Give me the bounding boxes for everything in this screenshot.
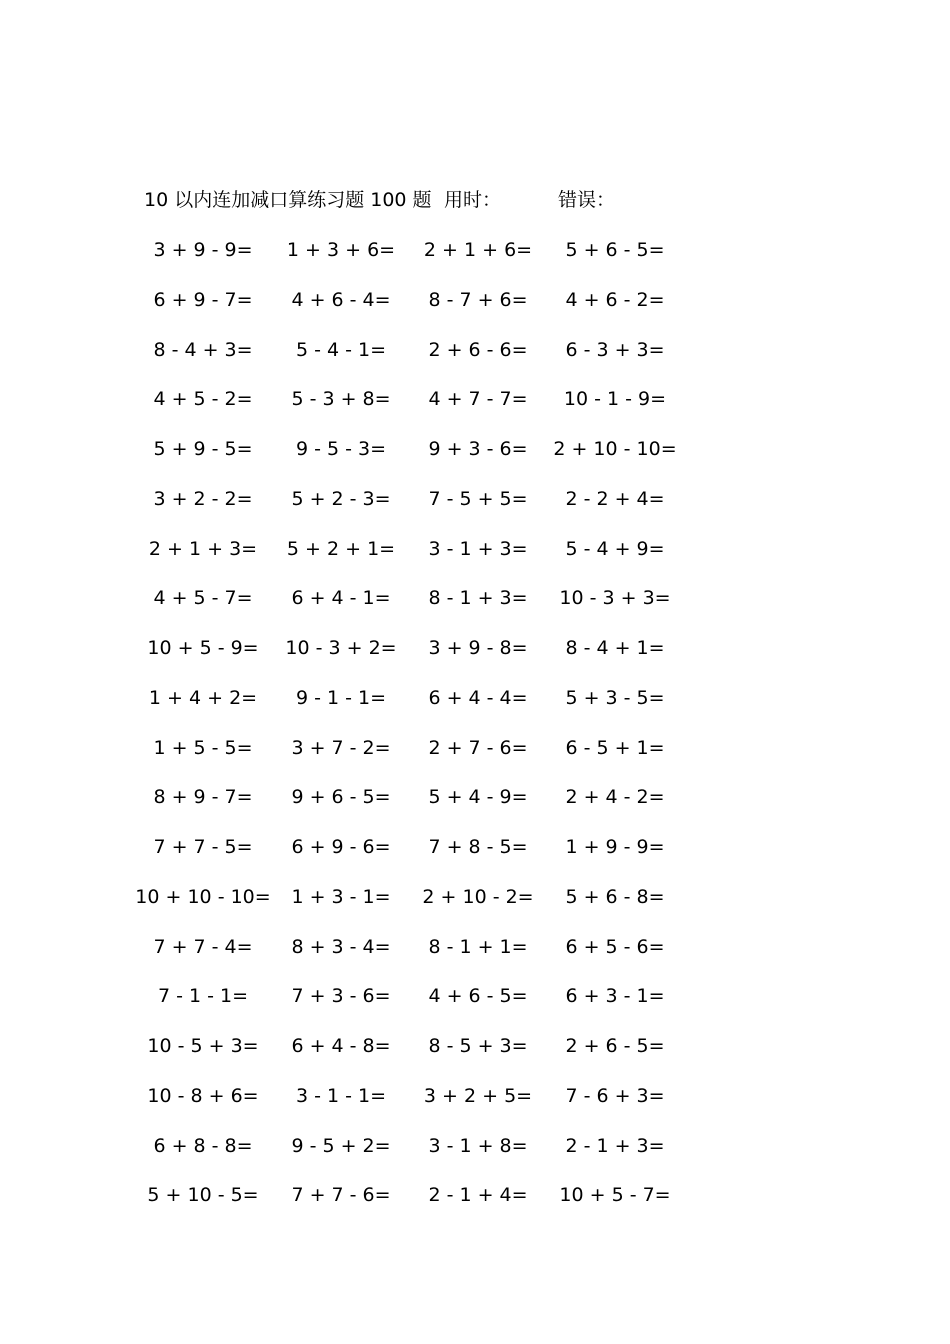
- problem-item: 6 - 3 + 3=: [565, 338, 665, 361]
- problem-item: 3 + 7 - 2=: [291, 736, 391, 759]
- problem-item: 2 + 10 - 2=: [422, 885, 534, 908]
- problem-item: 2 + 10 - 10=: [553, 438, 677, 460]
- time-used-label: 用时：: [444, 189, 502, 211]
- problem-item: 4 + 6 - 2=: [565, 288, 665, 311]
- problem-item: 10 - 3 + 2=: [285, 637, 397, 659]
- problem-row: [0, 385, 950, 435]
- problem-item: 10 + 5 - 7=: [559, 1184, 671, 1207]
- problem-item: 9 + 6 - 5=: [291, 786, 391, 809]
- problem-item: 2 + 6 - 5=: [565, 1035, 665, 1057]
- problem-row: [0, 734, 950, 784]
- problem-item: 4 + 7 - 7=: [428, 388, 528, 411]
- problem-item: 1 + 3 + 6=: [286, 239, 396, 261]
- problem-item: 8 + 9 - 7=: [153, 786, 253, 809]
- problem-item: 7 + 3 - 6=: [291, 985, 391, 1008]
- problem-item: 7 - 6 + 3=: [565, 1084, 665, 1107]
- worksheet-header: [0, 186, 950, 214]
- problem-row: [0, 336, 950, 386]
- problem-row: [0, 1032, 950, 1082]
- problem-row: [0, 435, 950, 485]
- problem-item: 3 - 1 - 1=: [295, 1084, 387, 1107]
- problem-item: 2 + 1 + 6=: [423, 239, 533, 261]
- worksheet-title: 10 以内连加减口算练习题 100 题: [144, 189, 432, 211]
- problem-row: [0, 1181, 950, 1231]
- problem-item: 10 - 1 - 9=: [563, 388, 667, 411]
- problem-item: 3 + 2 - 2=: [153, 487, 253, 510]
- problem-item: 6 + 5 - 6=: [565, 935, 665, 958]
- problem-row: [0, 1082, 950, 1132]
- problem-item: 7 + 8 - 5=: [428, 836, 528, 858]
- problem-row: [0, 286, 950, 336]
- problem-item: 1 + 9 - 9=: [565, 836, 665, 858]
- problem-item: 6 + 8 - 8=: [153, 1134, 253, 1157]
- problem-item: 7 - 5 + 5=: [428, 487, 528, 510]
- problem-row: [0, 634, 950, 684]
- problem-item: 2 + 1 + 3=: [148, 537, 258, 560]
- problem-item: 8 - 4 + 3=: [153, 338, 253, 361]
- problem-item: 8 - 1 + 3=: [428, 587, 528, 610]
- problem-item: 6 + 4 - 4=: [428, 686, 528, 709]
- problem-row: [0, 783, 950, 833]
- problem-item: 7 + 7 - 5=: [153, 836, 253, 858]
- problem-item: 8 - 5 + 3=: [428, 1035, 528, 1057]
- errors-label: 错误：: [558, 189, 616, 211]
- problem-item: 6 + 4 - 1=: [291, 587, 391, 610]
- problem-item: 3 - 1 + 3=: [428, 537, 528, 560]
- problem-item: 3 + 9 - 9=: [153, 239, 253, 261]
- problem-item: 7 - 1 - 1=: [157, 985, 249, 1008]
- problem-item: 10 - 5 + 3=: [147, 1035, 259, 1057]
- problem-row: [0, 833, 950, 883]
- problem-item: 9 + 3 - 6=: [428, 438, 528, 460]
- problem-row: [0, 933, 950, 983]
- problem-item: 3 + 9 - 8=: [428, 637, 528, 659]
- problem-item: 10 - 8 + 6=: [147, 1084, 259, 1107]
- problem-item: 2 + 4 - 2=: [565, 786, 665, 809]
- problem-item: 10 + 10 - 10=: [135, 885, 271, 908]
- problem-item: 5 + 2 + 1=: [286, 537, 396, 560]
- problem-item: 9 - 1 - 1=: [295, 686, 387, 709]
- problem-grid: [0, 236, 950, 1231]
- problem-row: [0, 236, 950, 286]
- problem-item: 4 + 5 - 2=: [153, 388, 253, 411]
- problem-item: 5 + 10 - 5=: [147, 1184, 259, 1207]
- problem-item: 5 + 2 - 3=: [291, 487, 391, 510]
- problem-row: [0, 485, 950, 535]
- problem-item: 6 - 5 + 1=: [565, 736, 665, 759]
- problem-item: 4 + 6 - 5=: [428, 985, 528, 1008]
- problem-item: 6 + 9 - 6=: [291, 836, 391, 858]
- problem-item: 10 - 3 + 3=: [559, 587, 671, 610]
- problem-item: 2 - 2 + 4=: [565, 487, 665, 510]
- problem-row: [0, 1132, 950, 1182]
- problem-item: 6 + 3 - 1=: [565, 985, 665, 1008]
- problem-item: 5 + 4 - 9=: [428, 786, 528, 809]
- problem-row: [0, 684, 950, 734]
- problem-item: 6 + 4 - 8=: [291, 1035, 391, 1057]
- problem-item: 6 + 9 - 7=: [153, 288, 253, 311]
- problem-item: 9 - 5 - 3=: [295, 438, 387, 460]
- problem-item: 5 + 3 - 5=: [565, 686, 665, 709]
- problem-item: 8 - 7 + 6=: [428, 288, 528, 311]
- problem-item: 5 - 4 - 1=: [295, 338, 387, 361]
- problem-row: [0, 883, 950, 933]
- problem-item: 5 + 6 - 8=: [565, 885, 665, 908]
- problem-item: 10 + 5 - 9=: [147, 637, 259, 659]
- problem-item: 4 + 5 - 7=: [153, 587, 253, 610]
- problem-row: [0, 982, 950, 1032]
- problem-item: 2 - 1 + 4=: [428, 1184, 528, 1207]
- problem-item: 7 + 7 - 6=: [291, 1184, 391, 1207]
- problem-item: 5 - 3 + 8=: [291, 388, 391, 411]
- problem-item: 2 - 1 + 3=: [565, 1134, 665, 1157]
- problem-item: 2 + 6 - 6=: [428, 338, 528, 361]
- problem-item: 9 - 5 + 2=: [291, 1134, 391, 1157]
- problem-item: 8 - 4 + 1=: [565, 637, 665, 659]
- problem-item: 3 + 2 + 5=: [423, 1084, 533, 1107]
- problem-item: 5 - 4 + 9=: [565, 537, 665, 560]
- problem-item: 5 + 9 - 5=: [153, 438, 253, 460]
- problem-item: 5 + 6 - 5=: [565, 239, 665, 261]
- problem-item: 3 - 1 + 8=: [428, 1134, 528, 1157]
- problem-row: [0, 584, 950, 634]
- problem-item: 8 + 3 - 4=: [291, 935, 391, 958]
- problem-item: 1 + 3 - 1=: [291, 885, 391, 908]
- problem-item: 2 + 7 - 6=: [428, 736, 528, 759]
- problem-row: [0, 535, 950, 585]
- problem-item: 7 + 7 - 4=: [153, 935, 253, 958]
- problem-item: 8 - 1 + 1=: [428, 935, 528, 958]
- problem-item: 1 + 4 + 2=: [148, 686, 258, 709]
- problem-item: 4 + 6 - 4=: [291, 288, 391, 311]
- problem-item: 1 + 5 - 5=: [153, 736, 253, 759]
